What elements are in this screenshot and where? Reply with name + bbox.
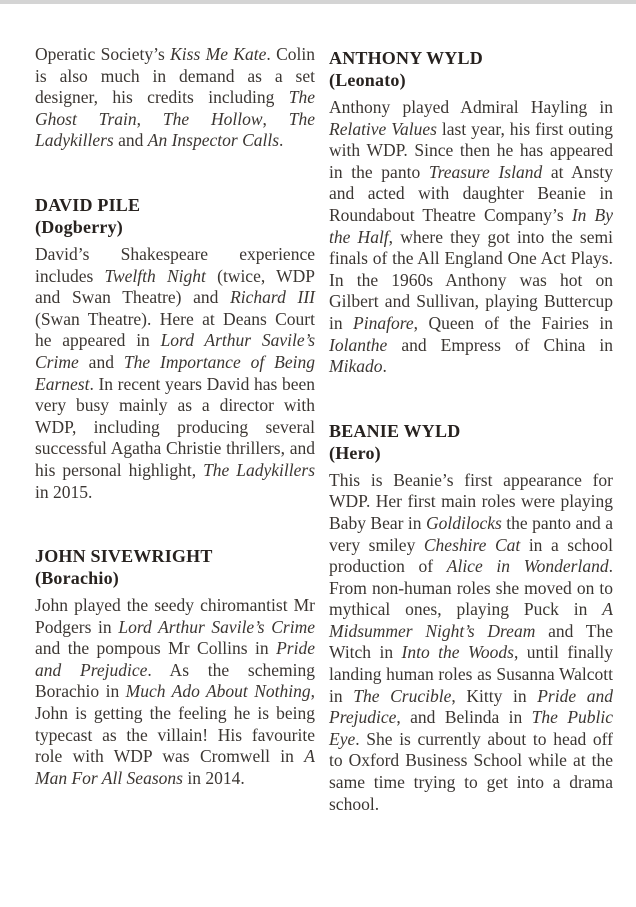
- play-title: Lord Arthur Savile’s Crime: [35, 330, 315, 372]
- play-title: An Inspector Calls: [147, 130, 280, 151]
- bio-character-role: (Leonato): [329, 70, 406, 90]
- play-title: Richard III: [230, 287, 315, 308]
- body-text: ,: [262, 108, 289, 129]
- body-text: .: [279, 130, 284, 151]
- body-text: , until finally landing human roles as Susanna Walcott in: [329, 642, 613, 706]
- bio-paragraph: [329, 470, 613, 816]
- column-right: [329, 44, 613, 815]
- bio-heading: [35, 194, 315, 238]
- bio-heading: [329, 420, 613, 464]
- bio-paragraph: [329, 97, 613, 378]
- play-title: Pride and Prejudice: [35, 638, 315, 680]
- play-title: The Public Eye: [329, 707, 613, 749]
- bio-paragraph: [35, 244, 315, 503]
- body-text: , and Belinda in: [396, 707, 532, 728]
- bio-paragraph: [35, 44, 315, 152]
- body-text: and: [113, 130, 148, 151]
- play-title: Mikado: [329, 356, 383, 377]
- body-text: , John is getting the feeling he is being typecast as the villain! His favourite role with WDP was Cromwell in: [35, 681, 315, 767]
- play-title: Treasure Island: [428, 161, 543, 182]
- body-text: and Empress of China in: [387, 334, 613, 355]
- play-title: Twelfth Night: [104, 265, 206, 286]
- body-text: .: [382, 356, 387, 377]
- body-text: Anthony played Admiral Hayling in: [329, 97, 613, 117]
- body-text: at Ansty and acted with daughter Beanie in Roundabout Theatre Company’s: [329, 161, 613, 225]
- play-title: The Ladykillers: [203, 459, 315, 480]
- body-text: . Colin is also much in demand as a set designer, his credits including: [35, 44, 315, 108]
- bio-person-name: JOHN SIVEWRIGHT: [35, 546, 213, 567]
- play-title: A Man For All Seasons: [35, 746, 315, 788]
- play-title: The Ghost Train: [35, 87, 315, 129]
- bio-character-role: (Borachio): [35, 568, 119, 589]
- bio-heading: [35, 545, 315, 589]
- bio-columns: [35, 44, 613, 815]
- body-text: . From non-human roles she moved on to mythical ones, playing Puck in: [329, 556, 613, 620]
- body-text: the panto and a very smiley: [329, 512, 613, 555]
- body-text: Operatic Society’s: [35, 44, 171, 64]
- body-text: and The Witch in: [329, 620, 613, 663]
- body-text: This is Beanie’s first appearance for WDP. Her first main roles were playing Baby Bear in: [329, 469, 613, 533]
- body-text: . She is currently about to head off to Oxford Business School while at the same time trying to get into a drama school.: [329, 728, 613, 814]
- bio-person-name: DAVID PILE: [35, 194, 141, 215]
- play-title: Kiss Me Kate: [170, 44, 267, 64]
- body-text: , where they got into the semi finals of the All England One Act Plays. In the 1960s Anthony was hot on Gilbert and Sullivan, playing Buttercup in: [329, 226, 613, 333]
- play-title: Relative Values: [329, 118, 437, 139]
- play-title: The Hollow: [162, 108, 263, 129]
- bio-person-name: ANTHONY WYLD: [329, 48, 483, 68]
- play-title: The Ladykillers: [35, 108, 316, 151]
- play-title: Much Ado About Nothing: [125, 681, 311, 702]
- play-title: Pride and Prejudice: [329, 685, 613, 728]
- bio-heading: [329, 47, 613, 91]
- body-text: in a school production of: [329, 534, 613, 577]
- bio-paragraph: [35, 595, 315, 789]
- body-text: and: [78, 351, 124, 372]
- play-title: Cheshire Cat: [423, 534, 521, 555]
- play-title: A Midsummer Night’s Dream: [329, 599, 613, 641]
- body-text: . In recent years David has been very busy mainly as a director with WDP, including producing several successful Agatha Christie thrillers, and his personal highlight,: [35, 373, 315, 480]
- play-title: Goldilocks: [426, 512, 502, 533]
- body-text: . As the scheming Borachio in: [35, 659, 315, 702]
- play-title: The Crucible: [353, 685, 452, 706]
- play-title: In By the Half: [329, 204, 613, 247]
- body-text: David’s Shakespeare experience includes: [35, 243, 315, 286]
- body-text: , Kitty in: [451, 685, 538, 706]
- bio-person-name: BEANIE WYLD: [329, 420, 461, 441]
- body-text: , Queen of the Fairies in: [413, 312, 613, 333]
- body-text: (twice, WDP and Swan Theatre) and: [35, 265, 316, 308]
- play-title: Iolanthe: [329, 334, 388, 355]
- bio-character-role: (Dogberry): [35, 216, 123, 237]
- bio-character-role: (Hero): [329, 442, 381, 463]
- body-text: last year, his first outing with WDP. Since then he has appeared in the panto: [329, 118, 613, 182]
- column-left: [35, 44, 315, 815]
- body-text: in 2015.: [35, 481, 93, 502]
- body-text: ,: [136, 108, 163, 129]
- play-title: Lord Arthur Savile’s Crime: [118, 616, 315, 637]
- scan-edge-artifact: [0, 0, 636, 4]
- play-title: Pinafore: [353, 312, 414, 333]
- body-text: John played the seedy chiromantist Mr Podgers in: [35, 595, 315, 637]
- body-text: in 2014.: [182, 767, 245, 788]
- play-title: Into the Woods: [401, 642, 514, 663]
- play-title: Alice in Wonderland: [446, 556, 609, 577]
- body-text: and the pompous Mr Collins in: [35, 638, 277, 659]
- body-text: (Swan Theatre). Here at Deans Court he appeared in: [35, 308, 315, 351]
- play-title: The Importance of Being Earnest: [35, 351, 315, 394]
